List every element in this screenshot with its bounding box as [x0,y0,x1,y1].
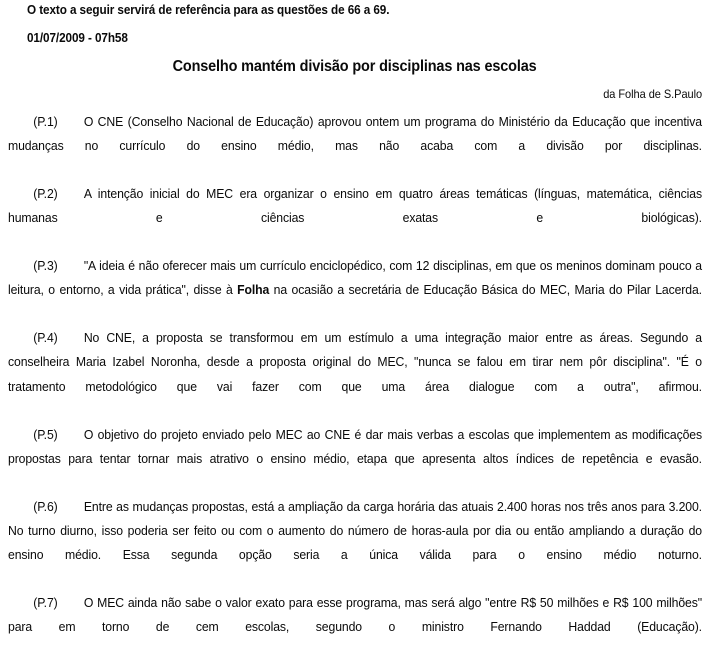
paragraph-p3 [8,254,702,326]
paragraph-p5 [8,423,702,495]
paragraph-label-p3: (P.3) [33,258,58,274]
paragraph-text-p3-emphasis: Folha [237,282,270,298]
paragraph-p4 [8,326,702,422]
article-byline [598,87,702,103]
article-body [8,110,702,663]
paragraph-label-p4: (P.4) [33,330,58,346]
instruction-text: O texto a seguir servirá de referência para as questões de 66 a 69. [27,3,390,17]
instruction-line [27,2,687,19]
paragraph-text-p4: No CNE, a proposta se transformou em um estímulo a uma integração maior entre as áreas. Segundo a conselheira Maria Izabel Noronha, desde a proposta original do MEC, "nunca se falou em tirar nem pôr disciplina". "É o tratamento metodológico que vai fazer com que uma área dialogue com a outra", afirmou. [8,330,702,394]
publication-datetime [27,30,327,47]
article-headline [0,57,710,77]
article-byline-text: da Folha de S.Paulo [603,88,702,101]
paragraph-label-p2: (P.2) [33,186,58,202]
paragraph-p7 [8,591,702,663]
paragraph-label-p7: (P.7) [33,594,58,610]
paragraph-label-p5: (P.5) [33,426,58,442]
publication-datetime-text: 01/07/2009 - 07h58 [27,31,128,45]
paragraph-label-p6: (P.6) [33,498,58,514]
paragraph-label-p1: (P.1) [33,114,58,129]
paragraph-text-p5: O objetivo do projeto enviado pelo MEC ao CNE é dar mais verbas a escolas que implementem as modificações propostas para tentar tornar mais atrativo o ensino médio, etapa que apresenta altos índices de repetência e evasão. [8,426,702,466]
article-headline-text: Conselho mantém divisão por disciplinas nas escolas [173,58,537,75]
paragraph-p1 [8,110,702,182]
paragraph-p6 [8,495,702,591]
paragraph-text-p3-part2: na ocasião a secretária de Educação Básica do MEC, Maria do Pilar Lacerda. [269,282,702,298]
paragraph-p2 [8,182,702,254]
paragraph-text-p2: A intenção inicial do MEC era organizar o ensino em quatro áreas temáticas (línguas, matemática, ciências humanas e ciências exatas e biológicas). [8,186,702,226]
paragraph-text-p1: O CNE (Conselho Nacional de Educação) aprovou ontem um programa do Ministério da Educação que incentiva mudanças no currículo do ensino médio, mas não acaba com a divisão por disciplinas. [8,114,702,154]
paragraph-text-p7: O MEC ainda não sabe o valor exato para esse programa, mas será algo "entre R$ 50 milhões e R$ 100 milhões" para em torno de cem escolas, segundo o ministro Fernando Haddad (Educação). [8,594,702,634]
paragraph-text-p3-part1: "A ideia é não oferecer mais um currículo enciclopédico, com 12 disciplinas, em que os meninos dominam pouco a leitura, o entorno, a vida prática", disse à [8,258,702,298]
paragraph-text-p6: Entre as mudanças propostas, está a ampliação da carga horária das atuais 2.400 horas nos três anos para 3.200. No turno diurno, isso poderia ser feito ou com o aumento do número de horas-aula por dia ou então ampliando a duração do ensino médio. Essa segunda opção seria a única válida para o ensino médio noturno. [8,498,702,562]
